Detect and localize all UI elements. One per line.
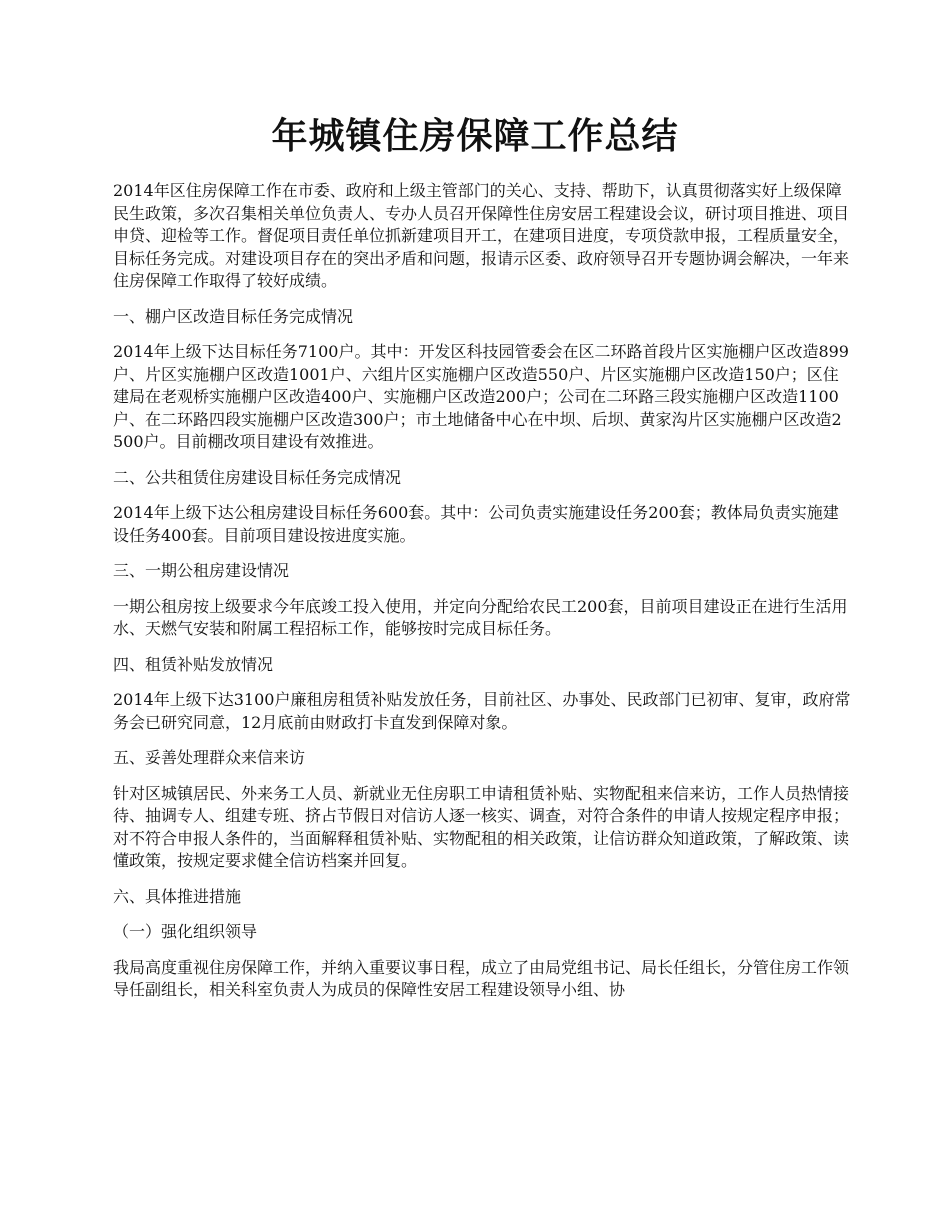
subsection-heading-6-1: （一）强化组织领导: [113, 922, 258, 941]
intro-paragraph: 2014年区住房保障工作在市委、政府和上级主管部门的关心、支持、帮助下，认真贯彻落实好上级保障民生政策，多次召集相关单位负责人、专办人员召开保障性住房安居工程建设会议，研讨项目推进、项目申贷、迎检等工作。督促项目责任单位抓新建项目开工，在建项目进度，专项贷款申报，工程质量安全，目标任务完成。对建设项目存在的突出矛盾和问题，报请示区委、政府领导召开专题协调会解决，一年来住房保障工作取得了较好成绩。: [113, 181, 850, 290]
subsection-paragraph-6-1: 我局高度重视住房保障工作，并纳入重要议事日程，成立了由局党组书记、局长任组长，分管住房工作领导任副组长，相关科室负责人为成员的保障性安居工程建设领导小组、协: [113, 957, 850, 999]
section-paragraph-5: 针对区城镇居民、外来务工人员、新就业无住房职工申请租赁补贴、实物配租来信来访，工作人员热情接待、抽调专人、组建专班、挤占节假日对信访人逐一核实、调查，对符合条件的申请人按规定程序申报；对不符合申报人条件的，当面解释租赁补贴、实物配租的相关政策，让信访群众知道政策，了解政策、读懂政策，按规定要求健全信访档案并回复。: [113, 783, 850, 870]
section-paragraph-2: 2014年上级下达公租房建设目标任务600套。其中：公司负责实施建设任务200套；教体局负责实施建设任务400套。目前项目建设按进度实施。: [113, 503, 839, 545]
section-paragraph-1: 2014年上级下达目标任务7100户。其中：开发区科技园管委会在区二环路首段片区实施棚户区改造899户、片区实施棚户区改造1001户、六组片区实施棚户区改造550户、片区实施棚户区改造150户；区住建局在老观桥实施棚户区改造400户、实施棚户区改造200户；公司在二环路三段实施棚户区改造1100户、在二环路四段实施棚户区改造300户；市土地储备中心在中坝、后坝、黄家沟片区实施棚户区改造2500户。目前棚改项目建设有效推进。: [113, 342, 849, 451]
document-body: [113, 180, 851, 1015]
section-paragraph-3: 一期公租房按上级要求今年底竣工投入使用，并定向分配给农民工200套，目前项目建设正在进行生活用水、天燃气安装和附属工程招标工作，能够按时完成目标任务。: [113, 596, 848, 638]
document-title: 年城镇住房保障工作总结: [271, 116, 679, 157]
section-heading-3: 三、一期公租房建设情况: [113, 561, 290, 580]
section-heading-6: 六、具体推进措施: [113, 886, 242, 906]
section-paragraph-4: 2014年上级下达3100户廉租房租赁补贴发放任务，目前社区、办事处、民政部门已初审、复审，政府常务会已研究同意，12月底前由财政打卡直发到保障对象。: [113, 690, 851, 732]
section-heading-2: 二、公共租赁住房建设目标任务完成情况: [113, 467, 402, 487]
section-heading-5: 五、妥善处理群众来信来访: [113, 748, 306, 767]
section-heading-1: 一、棚户区改造目标任务完成情况: [113, 306, 354, 326]
section-heading-4: 四、租赁补贴发放情况: [113, 654, 274, 674]
